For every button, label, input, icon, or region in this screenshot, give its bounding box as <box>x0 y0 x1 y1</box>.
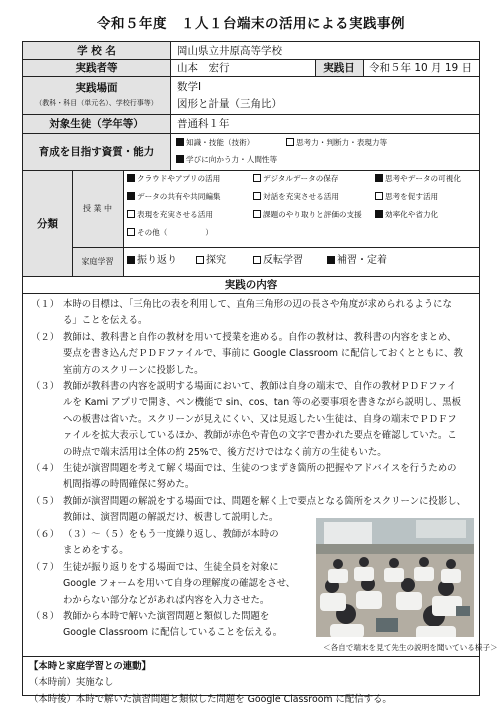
practice-report-sheet <box>22 41 498 705</box>
option-digital-storage: デジタルデータの保存 <box>253 173 338 185</box>
school-label: 学 校 名 <box>77 45 116 57</box>
content-item-4: （４） 生徒が演習問題を考えて解く場面では、生徒のつまずき箇所の把握やアドバイスを行うための 机間指導の時間確保に努めた。 <box>31 463 457 491</box>
option-assignment-support: 課題のやり取りと評価の支援 <box>253 209 362 221</box>
content-item-5: （５） 教師が演習問題の解説をする場面では、問題を解く上で要点となる箇所をスクリーンに投影し、 教師は、演習問題の解説だけ、板書して説明した。 <box>31 496 466 524</box>
content-item-1: （１） 本時の目標は、「三角比の表を利用して、直角三角形の辺の長さや角度が求められるようにな る」ことを伝える。 <box>31 299 452 327</box>
option-thinking: 思考を促す活用 <box>375 191 438 203</box>
date-value: 令和５年 10 月 19 日 <box>369 62 473 74</box>
date-label: 実践日 <box>323 62 355 74</box>
checkbox-empty-icon <box>286 138 294 146</box>
content-heading: 実践の内容 <box>224 279 278 291</box>
scene-label: 実践場面 <box>75 81 118 94</box>
ability-attitude: 学びに向かう力・人間性等 <box>176 154 277 166</box>
option-expression: 表現を充実させる活用 <box>127 209 213 221</box>
linkage-section <box>29 659 473 708</box>
ability-thinking: 思考力・判断力・表現力等 <box>286 137 387 149</box>
in-class-label: 授 業 中 <box>82 204 113 213</box>
photo-caption: ＜各自で端末を見て先生の説明を聞いている様子＞ <box>323 643 498 652</box>
checkbox-checked-icon <box>327 256 335 264</box>
checkbox-empty-icon <box>253 192 261 200</box>
linkage-heading: 【本時と家庭学習との連動】 <box>29 661 151 672</box>
checkbox-empty-icon <box>127 210 135 218</box>
content-item-8: （８） 教師から本時で解いた演習問題と類似した問題を Google Classroom に配信していることを伝える。 <box>31 611 283 639</box>
option-visualization: 思考やデータの可視化 <box>375 173 461 185</box>
checkbox-empty-icon <box>253 256 261 264</box>
target-value: 普通科１年 <box>177 118 230 130</box>
scene-subject: 数学Ⅰ <box>177 81 202 93</box>
target-label: 対象生徒（学年等） <box>49 118 144 130</box>
option-dialogue: 対話を充実させる活用 <box>253 191 339 203</box>
option-other: その他（ ） <box>127 227 213 239</box>
checkbox-checked-icon <box>127 174 135 182</box>
classroom-photo <box>316 518 474 637</box>
home-option-remedial: 補習・定着 <box>327 254 387 268</box>
content-item-6: （６） （３）～（５）をもう一度繰り返し、教師が本時の まとめをする。 <box>31 529 279 557</box>
page-title: 令和５年度 １人１台端末の活用による実践事例 <box>97 16 405 32</box>
checkbox-checked-icon <box>375 174 383 182</box>
home-option-inquiry: 探究 <box>196 254 226 268</box>
checkbox-empty-icon <box>253 174 261 182</box>
practitioner-label: 実践者等 <box>75 62 118 74</box>
home-option-review: 振り返り <box>127 254 177 268</box>
option-cloud-apps: クラウドやアプリの活用 <box>127 173 220 185</box>
ability-label: 育成を目指す資質・能力 <box>38 146 155 158</box>
checkbox-checked-icon <box>176 155 184 163</box>
checkbox-empty-icon <box>127 228 135 236</box>
content-item-3: （３） 教師が教科書の内容を説明する場面において、教師は自身の端末で、自作の教材ＰＤＦファイ ルを Kami アプリで開き、ペン機能で sin、cos、tan 等の必要事項を書きながら説明し、黒板 への板書は省いた。スクリーンが見えにくい、又は見返したい生徒は、自身の端末でＰＤＦフ ァイルを拡大表示しているほか、教師が赤色や青色の文字で書かれた要点を確認していた。こ の時点で端末活用は全体の約 25%で、後方だけではなく前方の生徒もいた。 <box>31 381 461 458</box>
scene-sublabel: （教科・科目（単元名）、学校行事等） <box>35 99 158 107</box>
practitioner-value: 山本 宏行 <box>177 62 230 74</box>
checkbox-empty-icon <box>196 256 204 264</box>
home-option-flipped: 反転学習 <box>253 254 303 268</box>
content-item-2: （２） 教師は、教科書と自作の教材を用いて授業を進める。自作の教材は、教科書の内容をまとめ、 要点を書き込んだＰＤＦファイルで、事前に Google Classroom に配信しておくとともに、教 室前方のスクリーンに投影した。 <box>31 332 463 376</box>
school-value: 岡山県立井原高等学校 <box>177 45 282 57</box>
option-efficiency: 効率化や省力化 <box>375 209 438 221</box>
content-item-7: （７） 生徒が振り返りをする場面では、生徒全員を対象に Google フォームを用いて自身の理解度の確認をさせ、 わからない部分などがあれば内容を入力させた。 <box>31 562 296 606</box>
linkage-before: （本時前）実施なし <box>29 677 114 689</box>
checkbox-checked-icon <box>127 256 135 264</box>
checkbox-checked-icon <box>127 192 135 200</box>
checkbox-checked-icon <box>176 138 184 146</box>
classification-label: 分類 <box>37 217 58 230</box>
linkage-after: （本時後）本時で解いた演習問題と類似した問題を Google Classroom に配信する。 <box>29 693 392 705</box>
home-study-label: 家庭学習 <box>81 257 114 266</box>
ability-knowledge: 知識・技能（技術） <box>176 137 254 149</box>
checkbox-empty-icon <box>375 192 383 200</box>
checkbox-empty-icon <box>253 210 261 218</box>
checkbox-checked-icon <box>375 210 383 218</box>
option-data-sharing: データの共有や共同編集 <box>127 191 221 203</box>
scene-unit: 図形と計量（三角比） <box>177 98 282 110</box>
